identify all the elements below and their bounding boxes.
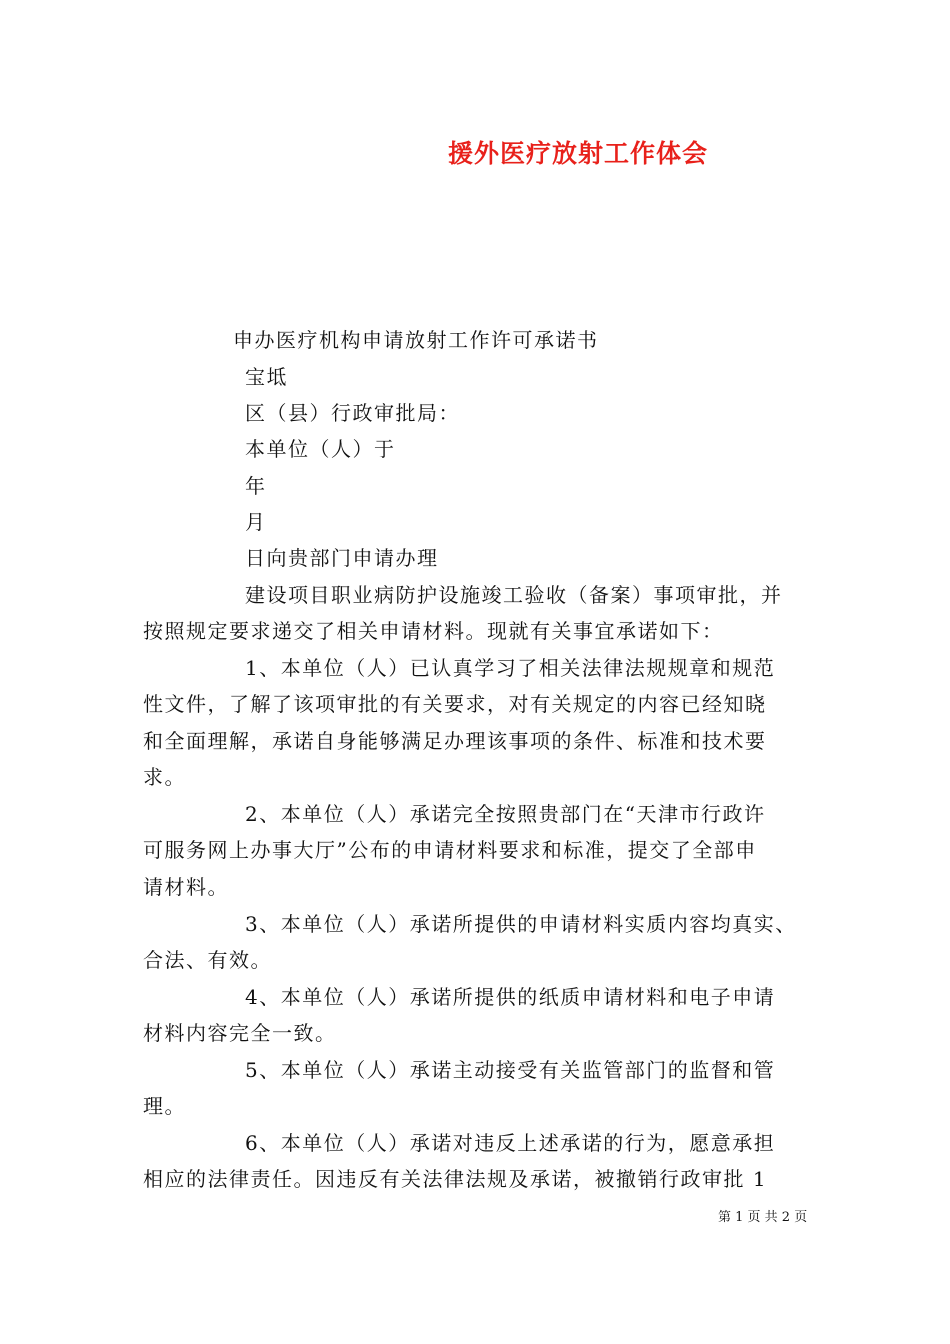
body-line: 日向贵部门申请办理	[245, 546, 439, 570]
body-line: 区（县）行政审批局：	[245, 401, 460, 425]
document-title: 援外医疗放射工作体会	[448, 139, 709, 168]
body-line: 2、本单位（人）承诺完全按照贵部门在“天津市行政许	[245, 802, 766, 826]
body-line: 可服务网上办事大厅”公布的申请材料要求和标准，提交了全部申	[143, 838, 757, 862]
body-line: 月	[245, 510, 267, 534]
body-line: 按照规定要求递交了相关申请材料。现就有关事宜承诺如下：	[143, 619, 724, 643]
body-line: 材料内容完全一致。	[143, 1021, 337, 1045]
body-line: 1、本单位（人）已认真学习了相关法律法规规章和规范	[245, 656, 776, 680]
body-line: 合法、有效。	[143, 948, 272, 972]
heading-line: 申办医疗机构申请放射工作许可承诺书	[233, 328, 599, 352]
body-line: 理。	[143, 1094, 186, 1118]
body-line: 6、本单位（人）承诺对违反上述承诺的行为，愿意承担	[245, 1131, 776, 1155]
page-footer: 第 1 页 共 2 页	[718, 1210, 808, 1225]
body-line: 请材料。	[143, 875, 229, 899]
body-line: 建设项目职业病防护设施竣工验收（备案）事项审批，并	[245, 583, 783, 607]
body-line: 性文件，了解了该项审批的有关要求，对有关规定的内容已经知晓	[143, 692, 767, 716]
body-line: 本单位（人）于	[245, 437, 396, 461]
body-line: 宝坻	[245, 365, 288, 389]
body-line: 和全面理解，承诺自身能够满足办理该事项的条件、标准和技术要	[143, 729, 767, 753]
body-line: 相应的法律责任。因违反有关法律法规及承诺，被撤销行政审批 1	[143, 1167, 768, 1191]
body-line: 3、本单位（人）承诺所提供的申请材料实质内容均真实、	[245, 912, 797, 936]
body-line: 5、本单位（人）承诺主动接受有关监管部门的监督和管	[245, 1058, 776, 1082]
body-line: 求。	[143, 765, 186, 789]
body-line: 4、本单位（人）承诺所提供的纸质申请材料和电子申请	[245, 985, 776, 1009]
body-line: 年	[245, 474, 267, 498]
